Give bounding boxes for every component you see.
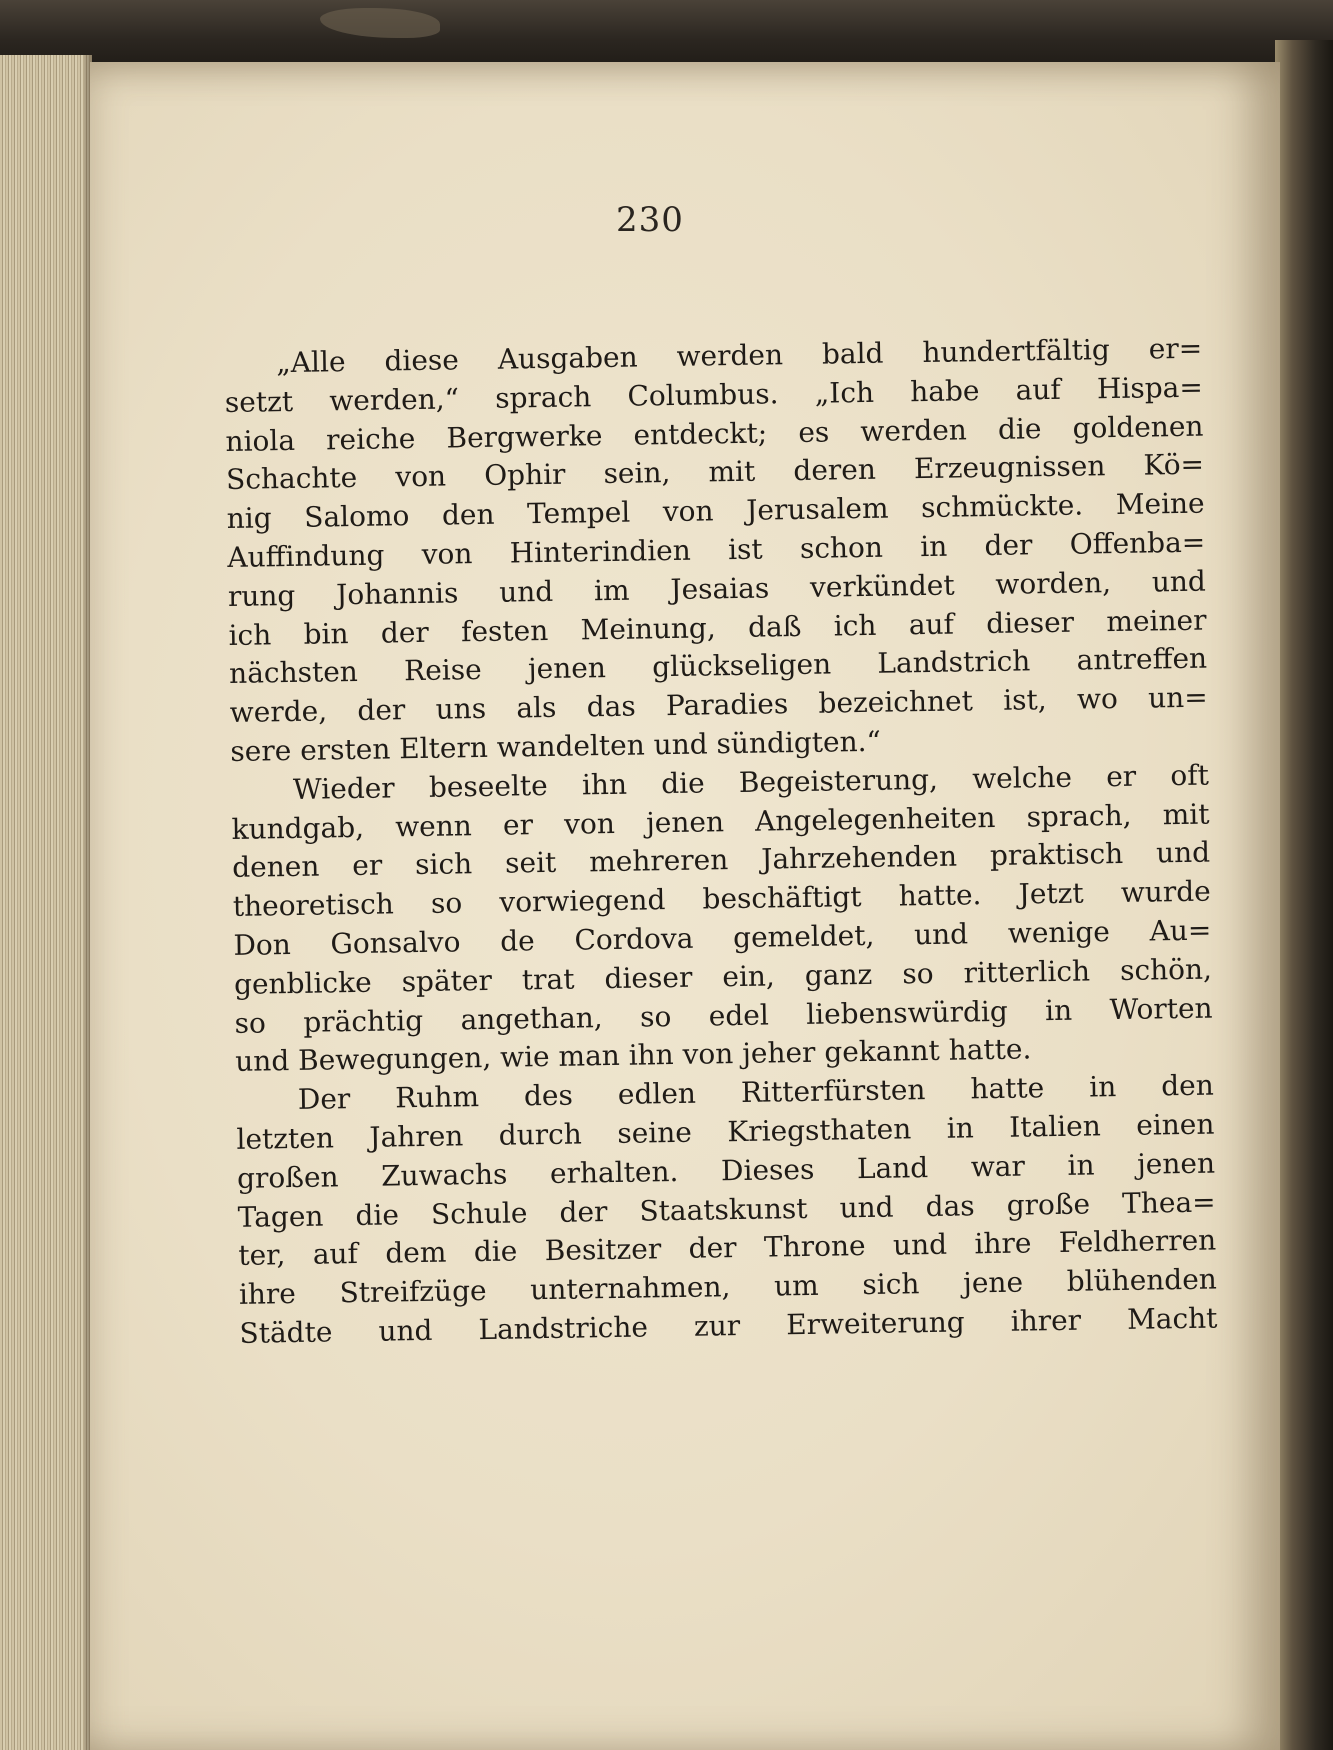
text-line: letzten Jahren durch seine Kriegsthaten in Italien einen (236, 1107, 1215, 1156)
text-line: Schachte von Ophir sein, mit deren Erzeugnissen Kö= (225, 448, 1205, 497)
text-line: niola reiche Bergwerke entdeckt; es werden die goldenen (225, 409, 1204, 458)
text-line: großen Zuwachs erhalten. Dieses Land war in jenen (236, 1146, 1216, 1195)
text-line: so prächtig angethan, so edel liebenswürdig in Worten (234, 991, 1213, 1040)
text-line: nig Salomo den Tempel von Jerusalem schmückte. Meine (226, 486, 1205, 536)
book-spine-shadow (1275, 40, 1333, 1750)
text-line: ihre Streifzüge unternahmen, um sich jene blühenden (238, 1262, 1218, 1312)
text-line: ich bin der festen Meinung, daß ich auf dieser meiner (228, 603, 1207, 652)
text-line: setzt werden,“ sprach Columbus. „Ich habe auf Hispa= (224, 370, 1204, 419)
page-number: 230 (616, 200, 684, 240)
text-line: denen er sich seit mehreren Jahrzehenden praktisch und (231, 835, 1211, 885)
text-line: Wieder beseelte ihn die Begeisterung, welche er oft (292, 758, 1210, 806)
body-text (224, 330, 1218, 1354)
text-line: und Bewegungen, wie man ihn von jeher gekannt hatte. (235, 1032, 1032, 1079)
book-cover-edge (0, 0, 1333, 70)
text-line: ter, auf dem die Besitzer der Throne und ihre Feldherren (238, 1223, 1217, 1273)
text-line: theoretisch so vorwiegend beschäftigt hatte. Jetzt wurde (232, 874, 1211, 924)
text-line: Tagen die Schule der Staatskunst und das große Thea= (237, 1185, 1216, 1234)
page-edges (0, 55, 92, 1750)
text-line: werde, der uns als das Paradies bezeichnet ist, wo un= (229, 680, 1208, 730)
text-line: kundgab, wenn er von jenen Angelegenheiten sprach, mit (231, 797, 1210, 846)
text-line: Don Gonsalvo de Cordova gemeldet, und wenige Au= (233, 913, 1212, 962)
worn-cover-patch (320, 8, 440, 38)
text-line: rung Johannis und im Jesaias verkündet worden, und (227, 564, 1207, 613)
text-line: „Alle diese Ausgaben werden bald hundertfältig er= (276, 331, 1203, 380)
text-line: genblicke später trat dieser ein, ganz so ritterlich schön, (233, 952, 1213, 1001)
text-line: Der Ruhm des edlen Ritterfürsten hatte in den (297, 1068, 1215, 1117)
text-line: Auffindung von Hinterindien ist schon in der Offenba= (227, 525, 1206, 574)
text-line: sere ersten Eltern wandelten und sündigten.“ (230, 724, 882, 768)
text-line: Städte und Landstriche zur Erweiterung ihrer Macht (239, 1301, 1218, 1350)
text-line: nächsten Reise jenen glückseligen Landstrich antreffen (228, 641, 1208, 691)
